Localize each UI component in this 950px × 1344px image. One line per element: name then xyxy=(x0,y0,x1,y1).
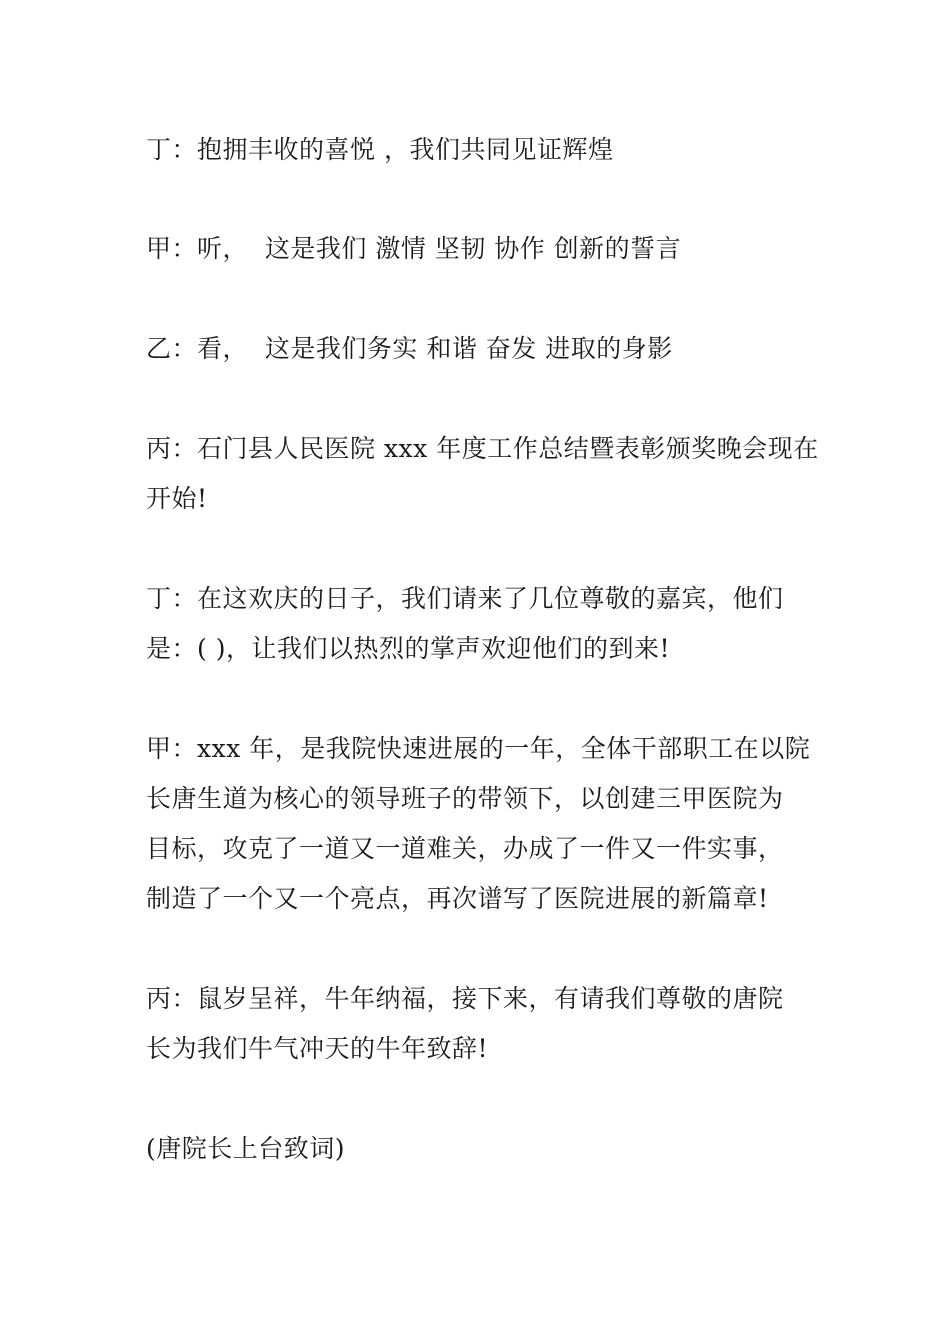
script-line-jia-1: 甲：听， 这是我们 激情 坚韧 协作 创新的誓言 xyxy=(146,234,682,263)
script-line-bing-2: 丙：鼠岁呈祥，牛年纳福，接下来，有请我们尊敬的唐院 xyxy=(146,984,784,1013)
script-line-ding-2-cont: 是：( )，让我们以热烈的掌声欢迎他们的到来! xyxy=(146,634,671,663)
script-line-bing-1-cont: 开始! xyxy=(146,484,208,513)
script-line-ding-1: 丁：抱拥丰收的喜悦 ，我们共同见证辉煌 xyxy=(146,135,614,164)
script-line-bing-2-cont: 长为我们牛气冲天的牛年致辞! xyxy=(146,1034,489,1063)
script-line-bing-1: 丙：石门县人民医院 xxx 年度工作总结暨表彰颁奖晚会现在 xyxy=(146,434,819,463)
script-line-jia-2-cont-3: 制造了一个又一个亮点，再次谱写了医院进展的新篇章! xyxy=(146,884,769,913)
script-line-yi-1: 乙：看， 这是我们务实 和谐 奋发 进取的身影 xyxy=(146,334,673,363)
script-line-jia-2: 甲：xxx 年，是我院快速进展的一年，全体干部职工在以院 xyxy=(146,734,811,763)
script-line-jia-2-cont-2: 目标，攻克了一道又一道难关，办成了一件又一件实事， xyxy=(146,834,784,863)
script-line-jia-2-cont-1: 长唐生道为核心的领导班子的带领下，以创建三甲医院为 xyxy=(146,784,784,813)
stage-direction: (唐院长上台致词) xyxy=(146,1134,346,1163)
script-line-ding-2: 丁：在这欢庆的日子，我们请来了几位尊敬的嘉宾，他们 xyxy=(146,584,784,613)
